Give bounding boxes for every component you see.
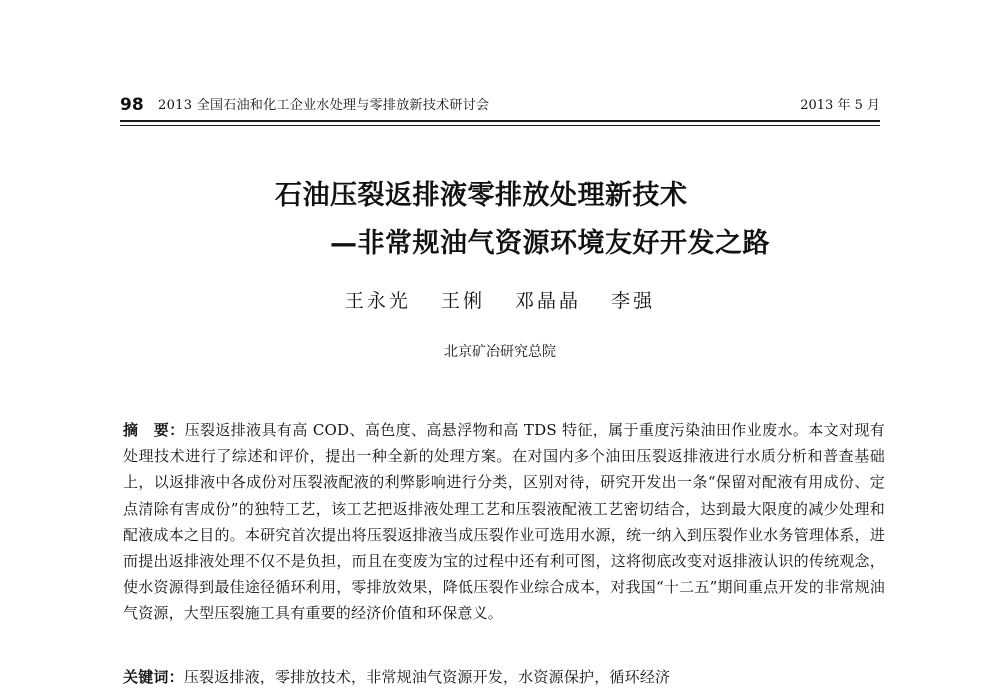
header-rule-thin bbox=[120, 125, 880, 126]
abstract-label: 摘 要： bbox=[123, 421, 185, 439]
affiliation: 北京矿冶研究总院 bbox=[444, 344, 556, 360]
running-header bbox=[120, 94, 880, 118]
author-name: 李强 bbox=[611, 290, 656, 312]
page-number: 98 bbox=[120, 95, 144, 115]
header-date: 2013 年 5 月 bbox=[800, 98, 880, 113]
author-list bbox=[0, 288, 1000, 314]
paper-title: 石油压裂返排液零排放处理新技术 bbox=[275, 180, 688, 211]
abstract-text: 压裂返排液具有高 COD、高色度、高悬浮物和高 TDS 特征，属于重度污染油田作业废水。本文对现有处理技术进行了综述和评价，提出一种全新的处理方案。在对国内多个油田压裂返排液进行水质分析和普查基础上，以返排液中各成份对压裂液配液的利弊影响进行分类，区别对待，研究开发出一条“保留对配液有用成份、定点清除有害成份”的独特工艺，该工艺把返排液处理工艺和压裂液配液工艺密切结合，达到最大限度的减少处理和配液成本之目的。本研究首次提出将压裂返排液当成压裂作业可选用水源，统一纳入到压裂作业水务管理体系，进而提出返排液处理不仅不是负担，而且在变废为宝的过程中还有利可图，这将彻底改变对返排液认识的传统观念，使水资源得到最佳途径循环利用，零排放效果，降低压裂作业综合成本，对我国“十二五”期间重点开发的非常规油气资源，大型压裂施工具有重要的经济价值和环保意义。 bbox=[123, 421, 885, 623]
paper-subtitle: —非常规油气资源环境友好开发之路 bbox=[330, 228, 770, 259]
author-name: 邓晶晶 bbox=[515, 290, 582, 312]
author-name: 王永光 bbox=[344, 290, 411, 312]
keywords-text: 压裂返排液，零排放技术，非常规油气资源开发，水资源保护，循环经济 bbox=[183, 668, 671, 686]
keywords-label: 关键词： bbox=[123, 668, 184, 686]
author-name: 王俐 bbox=[440, 290, 485, 312]
header-rule-thick bbox=[120, 120, 880, 122]
abstract bbox=[123, 417, 885, 627]
conference-name: 2013 全国石油和化工企业水处理与零排放新技术研讨会 bbox=[158, 98, 490, 113]
keywords bbox=[123, 665, 885, 689]
